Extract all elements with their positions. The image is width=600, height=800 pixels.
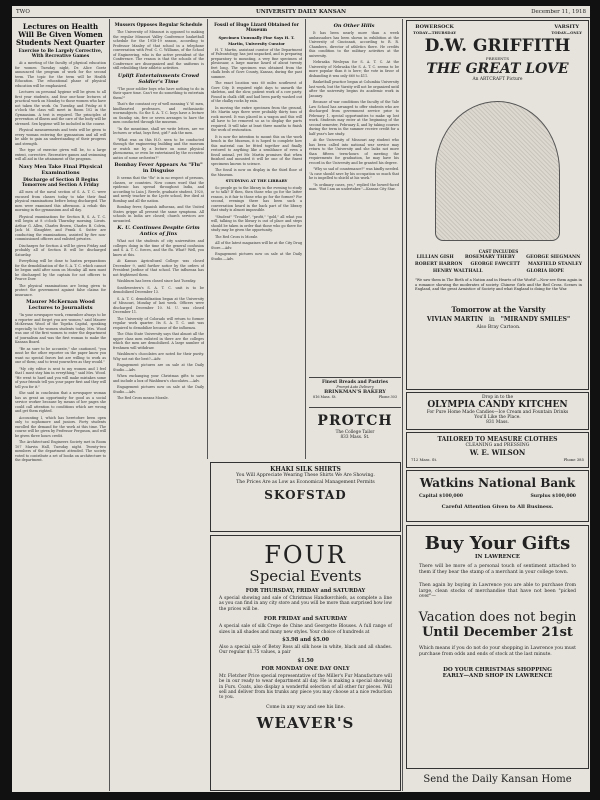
paper-name: UNIVERSITY DAILY KANSAN	[256, 9, 346, 15]
article-text: Southwestern's S. A. T. C. unit is to be demobilized December 13.	[113, 285, 204, 295]
events-price: $3.98 and $5.00	[282, 637, 329, 644]
protch-address: 833 Mass. St.	[340, 434, 370, 439]
article-text: Physical measurements and tests will be given to every woman entering the gymnasium and all will be able to gain an understanding of their progress and strength.	[15, 128, 106, 146]
olympia-address: 831 Mass.	[486, 420, 509, 425]
article-text: Nebraska Wesleyan for S. A. T. C. At the University of Nebraska the S. A. T. C. seems to be more popular than it is here; the vote in favor of disbanding it was only 660 to 411.	[309, 60, 399, 78]
article-text: So people go to the library in the evening to study or to talk? If then, then those who go for the latter reason, is it fair to those who go for the former? For second, evenings there has been such a conversation heard in the back part of the library that study is almost impossible.	[211, 185, 302, 213]
bakery-phone: Phone 303	[378, 395, 397, 399]
article-text: When exchanging your Christmas gifts to save and include a box of Washburn's chocolates.—Adv.	[113, 374, 204, 383]
events-text: A special showing and sale of Christmas Handkerchiefs, as complete a line as you can find in any city store and you will be more than surprised how low the prices will be.	[219, 596, 392, 612]
shop-line2: EARLY—AND SHOP IN LAWRENCE	[442, 673, 553, 680]
article-text: Bombay fever, Spanish influenza, and the United States grippe all present the same symptoms. All schools in India are closed; church services are unwanted.	[113, 205, 204, 223]
olympia-name: OLYMPIA CANDY KITCHEN	[427, 400, 568, 410]
subhead-discharge: Discharge of Section B Begins Tomorrow and Section A Friday	[21, 177, 100, 189]
article-text: "Why so sad of countenance?" was kindly needed. "A case should save by his occupation so much that he is impelled to shield at his work."	[309, 167, 399, 180]
article-text: Accounting I, which has heretofore been open only to sophomore and juniors. Forty students enrolled the demand for the work at this time. The course will be given by Professor Ferguson, and will be given three hours credit.	[15, 415, 106, 438]
theater-blurb: "We saw them in The Birth of a Nation and in Hearts of the World"—Now see them again in a romance showing the moderates of society. Chinese Girls and the Red Cross. Scenes in England, and the great Armistice of Society and what England is doing for the War.	[415, 278, 582, 292]
theater-film2: "MIRANDY SMILES"	[500, 315, 571, 323]
article-text: The Red Cross means Morale.	[117, 396, 169, 401]
bank-surplus: Surplus $100,000	[530, 494, 576, 499]
subhead-exercise: Exercise to Be Largely Corrective, With Recreative Games	[18, 49, 103, 60]
cast-member: GEORGE FAWCETT	[470, 262, 521, 267]
article-text: At a meeting of the faculty of physical education for women Tuesday night, Dr. Alice Goetz announced the program of work for the second term. The topic for the term will be Health Education. The educational phase of physical education will be emphasized.	[15, 61, 106, 88]
khaki-line1: You Will Appreciate Wearing These Shirts We Are Showing.	[236, 473, 375, 478]
article-text: "Is ordinary cases, yes," replied the bowed-faced man. "But I am an undertaker."—Kansas City Star.	[309, 182, 399, 191]
olympia-intro: Drop in to the	[481, 395, 514, 400]
article-text: The Ohio State University says that almost all the upper class men enlisted in there are the colleges which the men are demobilized. A large number of freshmen will withdraw.	[113, 332, 204, 350]
events-friday-heading: FOR FRIDAY and SATURDAY	[263, 616, 348, 623]
events-title-special: Special Events	[249, 567, 362, 585]
article-text: S. A. T. C. demobilization began at the University of Missouri, Monday of last week. Officers were discharged December 10. M. U. was closed December 11.	[113, 296, 204, 315]
theater-bowersock: BOWERSOCK	[415, 24, 454, 30]
headline-studying: STUDYING AT THE LIBRARY	[225, 178, 288, 184]
headline-bombay: Bombay Fever Appears As "Flu" in Disguise	[114, 162, 203, 175]
article-text: All men of the naval section of S. A. T. C. were excused from classes today to take their final physical examinations before being discharged. The men were examined this afternoon. A rehab this morning in the gymnasium and all day.	[15, 190, 106, 213]
theater-film: THE GREAT LOVE	[426, 61, 569, 77]
headline-lectures: Lectures on Health Will Be Given Women Students Next Quarter	[16, 22, 105, 47]
khaki-line2: The Prices Are as Low as Economical Management Permits	[236, 480, 375, 485]
newspaper-page	[12, 6, 590, 792]
khaki-title: KHAKI SILK SHIRTS	[270, 466, 341, 473]
subhead-fossil: Specimen Unusually Fine Says H. T. Martin, University Curator	[218, 35, 295, 46]
cast-heading: CAST INCLUDES	[478, 249, 519, 254]
article-text: "In your newspaper work, remember always to be a reporter and forget you are women," said Maurer McKernan Wood of the Topeka Capital, speaking especially to the women students today. Mrs. Wood was one of the first women to enter the department of journalism and was the first woman to make the Kansan Board.	[15, 313, 106, 345]
events-text: A special sale of silk Crepe de Chine and Georgette Blouses. A full range of sizes in all shades and many new styles. Your choice of hundreds at	[219, 624, 392, 635]
theater-presents: PRESENTS	[485, 56, 510, 61]
cast-member: GLORIA HOPE	[526, 269, 565, 274]
article-text: The Red Cross is Morale.	[215, 234, 259, 239]
gifts-text: There will be more of a personal touch of sentiment attached to them if they bear the stamp of a merchant in your college town.	[419, 564, 576, 575]
theater-bowersock-days: TODAY—THURSDAY	[413, 30, 457, 35]
tailored-phone: Phone 385	[563, 457, 584, 462]
article-text: At Kansas Agricultural College was closed December 9, until further notice by the orders of President Jardine of that school. The influenza has not frightened them.	[113, 259, 204, 277]
events-text: Mr. Fletcher Price special representative of the Miller's Fur Manufacture will be in our ready to wear department all day. He is making a special showing in Furs. Coats, also display a wonderful selection of all other fur pieces. Will sell and deliver from his trunks any piece you may choose at a nice reduction to you.	[219, 673, 392, 701]
theater-varsity: VARSITY	[554, 24, 580, 30]
article-text: What not the students of city universities and colleges doing in the time of the general confusion and S. A. T. C. forces, and the flu. What? Well, you know at this.	[113, 239, 204, 257]
cast-member: MAXFIELD STANLEY	[527, 262, 583, 267]
khaki-store: SKOFSTAD	[264, 488, 347, 502]
article-text: That's the constant cry of well meaning Y. W. men, kindhearted professors, and enthusiastic wormsubjects. So the S. A. T. C. boys have a lecture on Sunday, six, five or seven arranges to have the men conducted through the museum.	[113, 102, 204, 125]
column-rule	[109, 19, 110, 791]
ad-four-events	[210, 535, 401, 791]
article-text: The fossil is now on display in the third floor of the Museum.	[211, 168, 302, 177]
ad-gifts	[406, 525, 589, 769]
ad-theater	[406, 20, 589, 390]
cast-member: LILLIAN GISH	[416, 255, 454, 260]
theater-tomorrow: Tomorrow at the Varsity	[451, 304, 546, 314]
article-text: H. T. Martin, assistant curator of the Department of Paleontology, has just unpacked, and is preparing preparatory to mounting, a very fine specimen of plesiosaur, a large marine lizard of about twenty feet long. The specimen was obtained from the chalk beds of Gove County, Kansas, during the past summer.	[211, 47, 302, 79]
article-text: The University of Colorado will return to former regular work quarter. Its S. A. T. C. unit was required to demobilize because of the influenza.	[113, 316, 204, 330]
headline-navy: Navy Men Take Final Physical Examinations	[18, 163, 103, 176]
ad-tailored	[406, 432, 589, 468]
article-text: Everything will be done to hasten preparations for the demobilization of the S. A. T. C. which cannot be begun until after noon on Monday. All men must be discharged by the captain for not officers to Pearce Dorr.	[15, 259, 106, 282]
article-text: Washburn has been closed since last Tuesday.	[117, 279, 197, 284]
vacation-line2: Until December 21st	[422, 624, 573, 640]
tailored-title: TAILORED TO MEASURE CLOTHES	[437, 436, 558, 443]
article-text: The University of Missouri is opposed to making the regular Missouri Valley Conference basketball schedule for the 1918-19 season, according to Professor Manley of that school in a telephone conversation with Prof. C. C. Williams, of the School of Engineering, who is the active president of the Conference. The reason is that the schools of the Conference are disorganized and the uniforms is still rebuilding their athletic activities.	[113, 30, 204, 71]
ad-bank	[406, 470, 589, 522]
article-text: Basketball practice began at Columbia University last week, but the Varsity will not be organized until after the university begins its academic work in January.	[309, 80, 399, 98]
article-text: The Architectural Engineers Society met in Room 107 Marvin Hall, Tuesday night. Twenty-two members of the department attended. The society voted to contribute a set of books on architecture to the department.	[15, 440, 106, 463]
article-text: It is now the intention to mount this on the work bench in the Museum, it is hoped to complete how this material can be fitted together and finally restored to anything like a semblance of even a fossil animal, yet Mr. Martin promises that when finished and mounted it will be one of the finest specimens known to science.	[211, 134, 302, 166]
article-text: The physical examinations are being given to protect the government against false claims for insurance.	[15, 283, 106, 297]
column-rule	[207, 19, 208, 459]
column-4	[309, 21, 399, 376]
headline-uplift: Uplift Entertainments Crowd Soldier's Time	[117, 72, 200, 85]
protch-name: PROTCH	[317, 413, 393, 429]
bakery-sub: Prompt Auto Delivery	[336, 385, 374, 389]
theater-cartoon: Also Bray Cartoon.	[476, 324, 521, 330]
cast-member: ROSEMARY THEBY	[464, 255, 516, 260]
gifts-text: Then again by buying in Lawrence you are able to purchase from large, clean stocks of merchandise that have not been "picked over"—	[419, 583, 576, 600]
gifts-sub: IN LAWRENCE	[475, 554, 520, 560]
page-number: TWO	[16, 9, 30, 15]
article-text: Lectures on personal hygiene will be given to all first year students, and four one-hour lectures of practical work on Monday to those women who have not taken the work. On Tuesday, and Friday at 8 o'clock the class will meet in Room 102 in the Gymnasium. A test is required. The principles of prevention of illness and the care of the body will be stressed. Sex hygiene will be included in the course.	[15, 90, 106, 126]
cast-member: ROBERT HARRON	[414, 262, 463, 267]
article-text: Discharges for Section A will be given Friday and probably all of Section B will be discharged Saturday.	[15, 243, 106, 257]
article-text: Physical examinations for Section B, S. A. T. C. will begin at 8 o'clock Thursday morning. Lieuts. Arthur G. Allen, Charles Brown, Charles B. Colvin, Jack M. Slaughter, and Frank S. Sutter are conducting the examinations, assisted by five non-commissioned officers and enlisted privates.	[15, 214, 106, 242]
gifts-text: Which means if you do not do your shopping in Lawrence you must purchase from odds and ends of stock at the last minute.	[419, 645, 576, 657]
article-text: "In the meantime, shall we write letters, are we lectures or what, boys first, girl!" ask the men.	[113, 126, 204, 136]
article-text: "What was on this H.O. seen to be conducted through the engineering building and the museum or watch me by a lecture on some physical phenomena, or even be entertained by the eccentric antics of some orchestra?"	[113, 137, 204, 160]
article-text: It seems that the "flu" is in no respect of persons, classes, or countries. Now comes word that the epidemic has spread throughout India, and according to Luin J. Reevle, graduate student, 1920, and newly teacher in the Lycée school, five died at Bombay and all the nation.	[113, 176, 204, 203]
theater-star: VIVIAN MARTIN	[426, 315, 483, 323]
article-text: Engagement pictures now on sale at the Daily Studio.—Adv.	[113, 385, 204, 394]
headline-ku-continues: K. U. Continues Despite Grim Antics of Jinx	[117, 225, 200, 238]
article-text: It has been nearly more than a week ambassadors has been shown in exhibition at the University of Cincinnati, according to R. R. Chambers, director of athletics there. He credits this condition to the military activities at the university.	[309, 31, 399, 58]
tailored-address: 712 Mass. St.	[411, 457, 438, 462]
article-text: "My city editor is sent to my women and I feel that I must stay him in everything," said Mrs. Wood. "He went to hard and you will make mistakes some of your friends tell you your paper first and they will tell you for it."	[15, 366, 106, 389]
gifts-title: Buy Your Gifts	[424, 533, 571, 554]
masthead	[12, 6, 590, 18]
tailored-sub: CLEANING and PRESSING	[465, 443, 530, 448]
column-1	[15, 21, 106, 791]
protch-sub: The College Tailor	[335, 429, 375, 434]
article-text: Washburn's chocolates are noted for their purity. Why not eat the best?—Adv.	[113, 352, 204, 361]
theater-varsity-days: TODAY—ONLY	[551, 30, 582, 35]
events-sub: FOR THURSDAY, FRIDAY and SATURDAY	[245, 588, 366, 594]
article-text: Engagement pictures are on sale at the Daily Studio.—Adv.	[113, 363, 204, 372]
bakery-name: BRINKMAN'S BAKERY	[324, 389, 386, 395]
theater-director: D.W. GRIFFITH	[424, 36, 571, 56]
theater-artcraft: An ARTCRAFT Picture	[472, 77, 523, 82]
weavers-store: WEAVER'S	[256, 713, 355, 732]
column-3	[211, 21, 302, 361]
bank-capital: Capital $100,000	[419, 494, 464, 499]
headline-other-hills: On Other Hills	[333, 23, 375, 29]
events-text: Come in any way and see his line.	[266, 704, 345, 710]
article-text: "Student" "Trouble", "profit," "gold," all what you will, talking in the library is out of place and steps should be taken in order that those who go there for study may be given the opportunity.	[211, 214, 302, 233]
column-rule	[305, 19, 306, 459]
headline-schedule: Mussers Opposes Regular Schedule	[114, 23, 203, 28]
bakery-title: Finest Breads and Pastries	[322, 380, 388, 385]
article-text: In moving the entire specimen from the ground, Mr. Martin says there were probably thirty tons of rock moved. It was placed in a wagon and this will all have to be removed so as to display the parts required. It will take at least three months to finish the work of restoration.	[211, 105, 302, 133]
article-text: "Be as sure to be accurate," she cautioned, "you must be the other reporter on the paper know you want no special favors but are willing to work as one of them; and to treat yourselves as they would."	[15, 346, 106, 365]
article-text: The type of exercise given will be, to a large extent, corrective. Recreative games and swimming will all aid in the attainment of the program.	[15, 148, 106, 162]
cast-member: GEORGE SIEGMANN	[526, 255, 581, 260]
column-2	[113, 21, 204, 791]
bank-careful: Careful Attention Given to All Business.	[441, 504, 554, 510]
vacation-line1: Vacation does not begin	[418, 609, 577, 625]
article-text: Because of war conditions the faculty of the Yale Law School has arranged to offer students who are discharged from government service prior to February 1, special opportunities to make up lost work. Students may enter at the beginning of the second semester, February 4, and by taking courses during the term in the summer receive credit for a half year's law study.	[309, 100, 399, 136]
theater-in: in	[488, 315, 495, 323]
column-rule	[402, 19, 403, 791]
olympia-line: For Pure Home Made Candies—Ice Cream and Fountain Drinks You'll Like the Place.	[426, 410, 569, 420]
ad-olympia	[406, 392, 589, 430]
article-text: At the University of Missouri any student who has been called into national war service may return to the University and she lacks not more than fifteen term-hours of meeting the requirements for graduation, he may have his record in the University and be granted his degree.	[309, 138, 399, 165]
events-monday-heading: FOR MONDAY ONE DAY ONLY	[261, 665, 350, 672]
film-still-image	[435, 101, 560, 241]
footer-send-home: Send the Daily Kansan Home	[423, 774, 572, 785]
ad-bakery	[309, 377, 401, 405]
article-text: Engagement pictures now on sale at the Daily Studio.—Adv.	[211, 252, 302, 261]
tailored-name: W. E. WILSON	[469, 448, 526, 457]
ad-khaki	[210, 462, 401, 532]
article-text: "The poor soldier boys who have nothing to do in their spare time. Can't we do something to entertain them?"	[113, 86, 204, 100]
article-text: The exact location was 60 miles southwest of Gove City. It required eight days to unearth the skeleton, and the slow, patient work of a cow party. Found in chalk cliff, and had been partly washed out of the chalky rocks by rain.	[211, 81, 302, 104]
events-text: Also a special sale of Betsy Ross all silk hose in white, black and all shades. Our regular $1.75 values, a pair	[219, 645, 392, 656]
article-text: All of the latest magazines will be at the City Drug Store.—Adv.	[211, 241, 302, 250]
events-title-four: FOUR	[264, 541, 347, 569]
events-price: $1.50	[297, 657, 314, 664]
headline-maurer: Maurer McKernan Wood Lectures to Journalists	[26, 299, 95, 312]
cast-member: HENRY WALTHALL	[432, 269, 483, 274]
bakery-address: 816 Mass. St.	[313, 395, 337, 399]
issue-date: December 11, 1918	[531, 9, 586, 15]
shop-line1: DO YOUR CHRISTMAS SHOPPING	[443, 667, 552, 674]
ad-protch	[309, 407, 401, 459]
article-text: She said in conclusion that a newspaper woman has as great an opportunity for good as a social service worker because by means of her pages she could call attention to conditions which are wrong and get them righted.	[15, 391, 106, 414]
bank-name: Watkins National Bank	[419, 476, 576, 490]
headline-fossil: Fossil of Huge Lizard Obtained for Museum	[214, 23, 299, 34]
